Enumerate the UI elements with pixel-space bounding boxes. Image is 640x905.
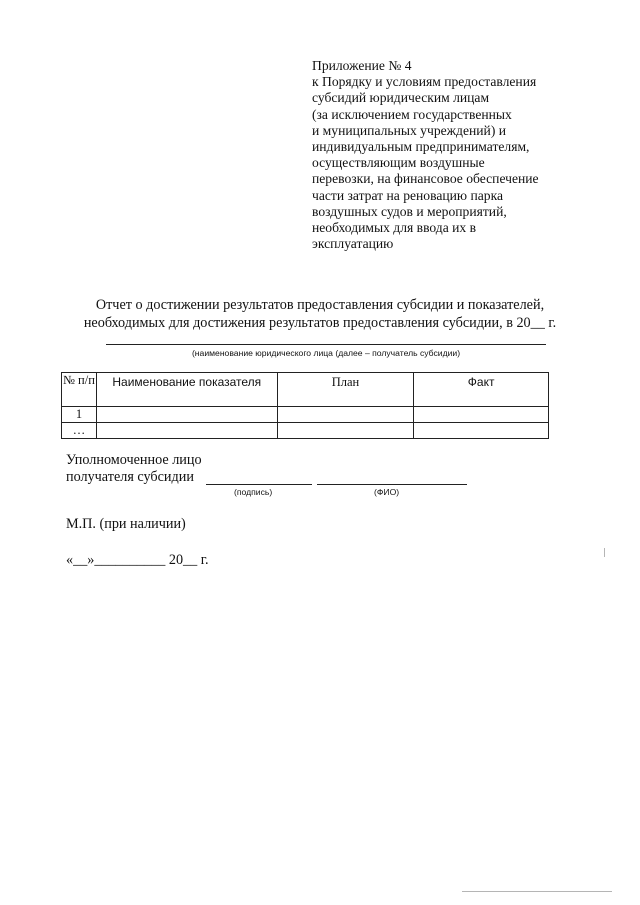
scan-artifact — [604, 548, 605, 557]
signature-caption: (подпись) — [234, 487, 273, 497]
full-name-line — [317, 484, 467, 485]
appendix-header — [312, 58, 612, 252]
report-title — [40, 296, 600, 332]
appendix-line: воздушных судов и мероприятий, — [312, 203, 507, 219]
row-fact — [414, 407, 549, 423]
header-indicator-name: Наименование показателя — [96, 373, 277, 407]
table-header-row — [62, 373, 549, 407]
row-number: 1 — [62, 407, 97, 423]
row-plan — [277, 423, 414, 439]
appendix-line: индивидуальным предпринимателям, — [312, 139, 530, 155]
authorized-person-label: Уполномоченное лицо — [66, 452, 202, 468]
appendix-line: и муниципальных учреждений) и — [312, 122, 507, 138]
row-number: … — [62, 423, 97, 439]
appendix-line: Приложение № 4 — [312, 58, 412, 73]
appendix-line: необходимых для ввода их в — [312, 220, 477, 236]
row-plan — [277, 407, 414, 423]
row-indicator-name — [96, 423, 277, 439]
stamp-label: М.П. (при наличии) — [66, 516, 186, 532]
appendix-line: (за исключением государственных — [312, 106, 512, 122]
authorized-person-block — [66, 452, 486, 486]
full-name-caption: (ФИО) — [374, 487, 400, 497]
indicators-table — [61, 372, 549, 439]
organization-name-caption: (наименование юридического лица (далее – получатель субсидии) — [191, 348, 461, 358]
appendix-line: осуществляющим воздушные — [312, 155, 485, 171]
header-number: № п/п — [62, 373, 97, 407]
organization-name-line — [106, 344, 546, 345]
report-title-line-1: Отчет о достижении результатов предоставления субсидии и показателей, — [95, 297, 545, 313]
signature-line — [206, 484, 312, 485]
appendix-line: к Порядку и условиям предоставления — [312, 74, 537, 90]
row-fact — [414, 423, 549, 439]
scan-artifact — [462, 891, 612, 892]
appendix-line: эксплуатацию — [312, 236, 394, 252]
appendix-line: субсидий юридическим лицам — [312, 90, 490, 106]
date-line: «__»__________ 20__ г. — [66, 552, 209, 568]
row-indicator-name — [96, 407, 277, 423]
table-row — [62, 407, 549, 423]
report-title-line-2: необходимых для достижения результатов предоставления субсидии, в 20__ г. — [83, 315, 557, 331]
header-fact: Факт — [414, 373, 549, 407]
appendix-line: перевозки, на финансовое обеспечение — [312, 171, 539, 187]
appendix-line: части затрат на реновацию парка — [312, 187, 504, 203]
table-row — [62, 423, 549, 439]
header-plan: План — [277, 373, 414, 407]
recipient-label: получателя субсидии — [66, 469, 194, 485]
